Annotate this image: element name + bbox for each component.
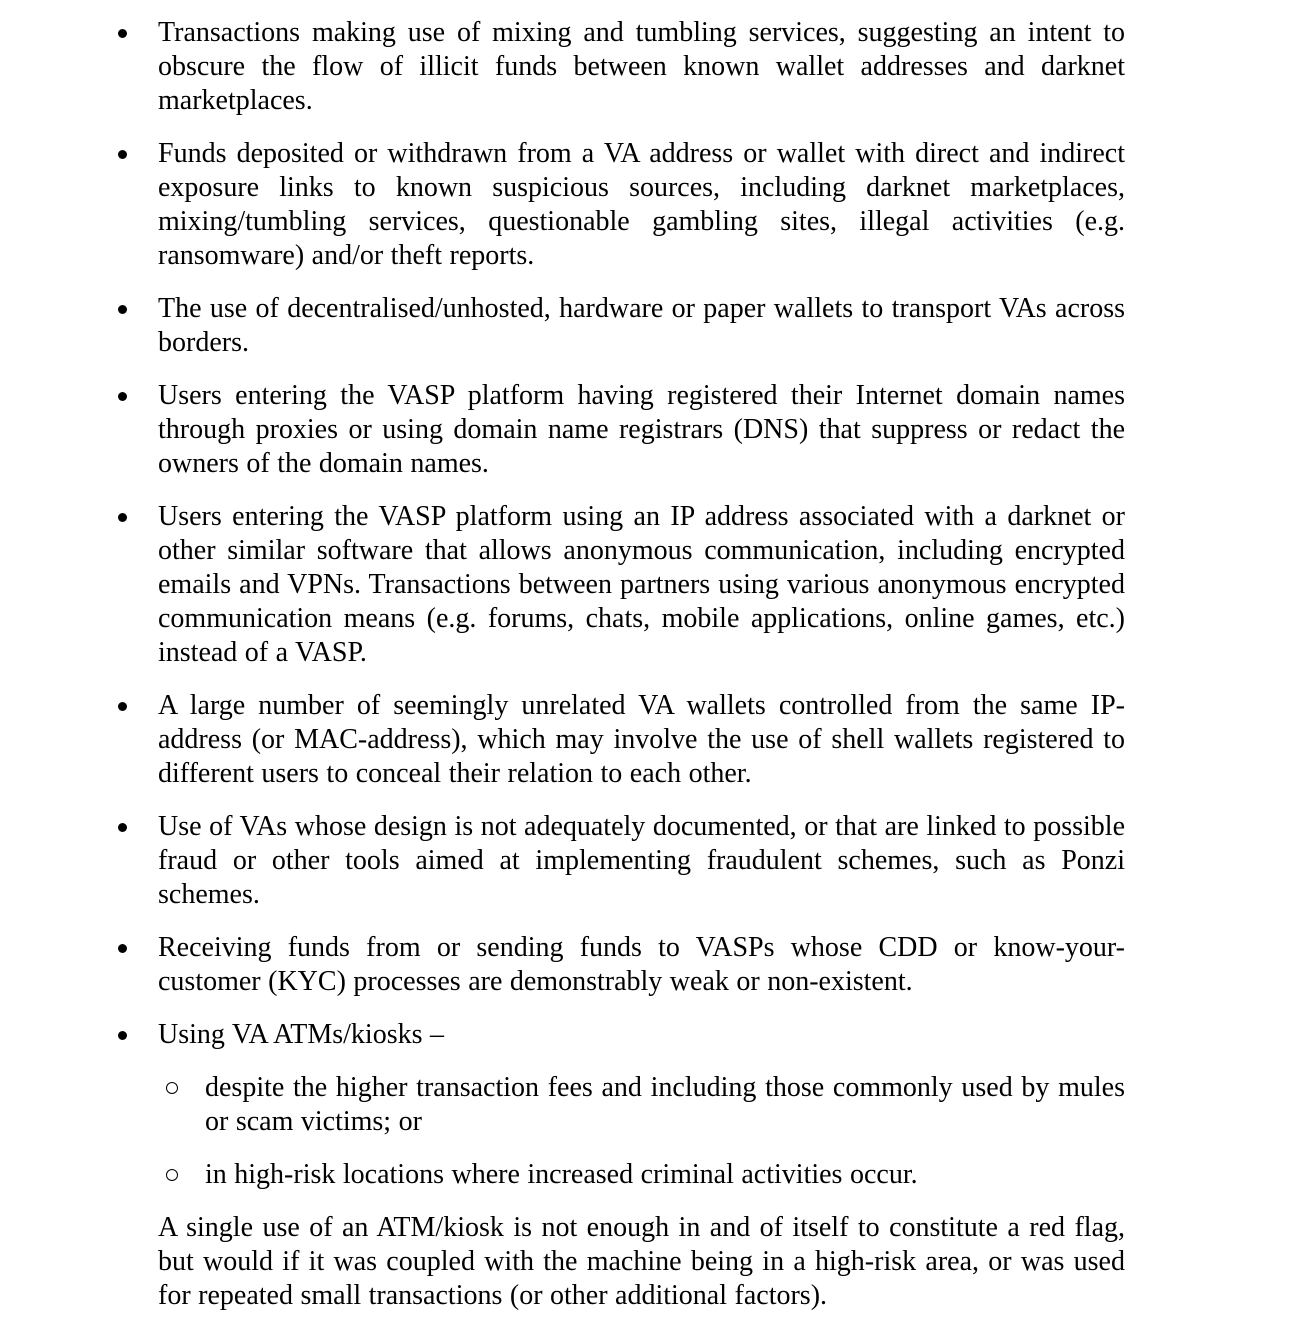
filled-dot-icon (118, 702, 127, 711)
paragraph-text: despite the higher transaction fees and including those commonly used by mules or scam victims; or (205, 1072, 1125, 1137)
list-item (0, 689, 1125, 791)
filled-dot-icon (118, 150, 127, 159)
bullet-icon (118, 689, 158, 723)
sub-list-item (0, 1158, 1125, 1192)
list-item (0, 500, 1125, 670)
list-item (0, 1018, 1125, 1052)
filled-dot-icon (118, 944, 127, 953)
bullet-icon (118, 292, 158, 326)
list-item (0, 137, 1125, 273)
list-item (0, 931, 1125, 999)
bullet-list (0, 16, 1312, 1313)
bullet-icon (118, 137, 158, 171)
circle-bullet-icon (166, 1158, 205, 1192)
bullet-icon (118, 500, 158, 534)
filled-dot-icon (118, 29, 127, 38)
filled-dot-icon (118, 392, 127, 401)
continuation-paragraph (0, 1211, 1125, 1313)
circle-bullet-icon (166, 1071, 205, 1105)
bullet-icon (118, 379, 158, 413)
filled-dot-icon (118, 1031, 127, 1040)
paragraph-text: A single use of an ATM/kiosk is not enough in and of itself to constitute a red flag, but would if it was coupled with the machine being in a high-risk area, or was used for repeated small transactions (or other additional factors). (158, 1212, 1125, 1311)
paragraph-text: Transactions making use of mixing and tumbling services, suggesting an intent to obscure the flow of illicit funds between known wallet addresses and darknet marketplaces. (158, 17, 1125, 116)
hollow-circle-icon (166, 1082, 178, 1094)
hollow-circle-icon (166, 1169, 178, 1181)
paragraph-text: Use of VAs whose design is not adequately documented, or that are linked to possible fraud or other tools aimed at implementing fraudulent schemes, such as Ponzi schemes. (158, 811, 1125, 910)
paragraph-text: Funds deposited or withdrawn from a VA address or wallet with direct and indirect exposure links to known suspicious sources, including darknet marketplaces, mixing/tumbling services, questionable gambling sites, illegal activities (e.g. ransomware) and/or theft reports. (158, 138, 1125, 271)
paragraph-text: A large number of seemingly unrelated VA wallets controlled from the same IP-address (or MAC-address), which may involve the use of shell wallets registered to different users to conceal their relation to each other. (158, 690, 1125, 789)
filled-dot-icon (118, 823, 127, 832)
bullet-icon (118, 810, 158, 844)
bullet-icon (118, 1018, 158, 1052)
bullet-icon (118, 16, 158, 50)
list-item (0, 379, 1125, 481)
paragraph-text: The use of decentralised/unhosted, hardware or paper wallets to transport VAs across borders. (158, 293, 1125, 358)
sub-list-item (0, 1071, 1125, 1139)
list-item (0, 810, 1125, 912)
paragraph-text: Receiving funds from or sending funds to VASPs whose CDD or know-your-customer (KYC) processes are demonstrably weak or non-existent. (158, 932, 1125, 997)
paragraph-text: Users entering the VASP platform having registered their Internet domain names through proxies or using domain name registrars (DNS) that suppress or redact the owners of the domain names. (158, 380, 1125, 479)
bullet-icon (118, 931, 158, 965)
filled-dot-icon (118, 513, 127, 522)
list-item (0, 292, 1125, 360)
paragraph-text: in high-risk locations where increased criminal activities occur. (205, 1159, 918, 1190)
filled-dot-icon (118, 305, 127, 314)
list-item (0, 16, 1125, 118)
paragraph-text: Users entering the VASP platform using an IP address associated with a darknet or other similar software that allows anonymous communication, including encrypted emails and VPNs. Transactions between partners using various anonymous encrypted communication means (e.g. forums, chats, mobile applications, online games, etc.) instead of a VASP. (158, 501, 1125, 668)
paragraph-text: Using VA ATMs/kiosks – (158, 1019, 444, 1050)
